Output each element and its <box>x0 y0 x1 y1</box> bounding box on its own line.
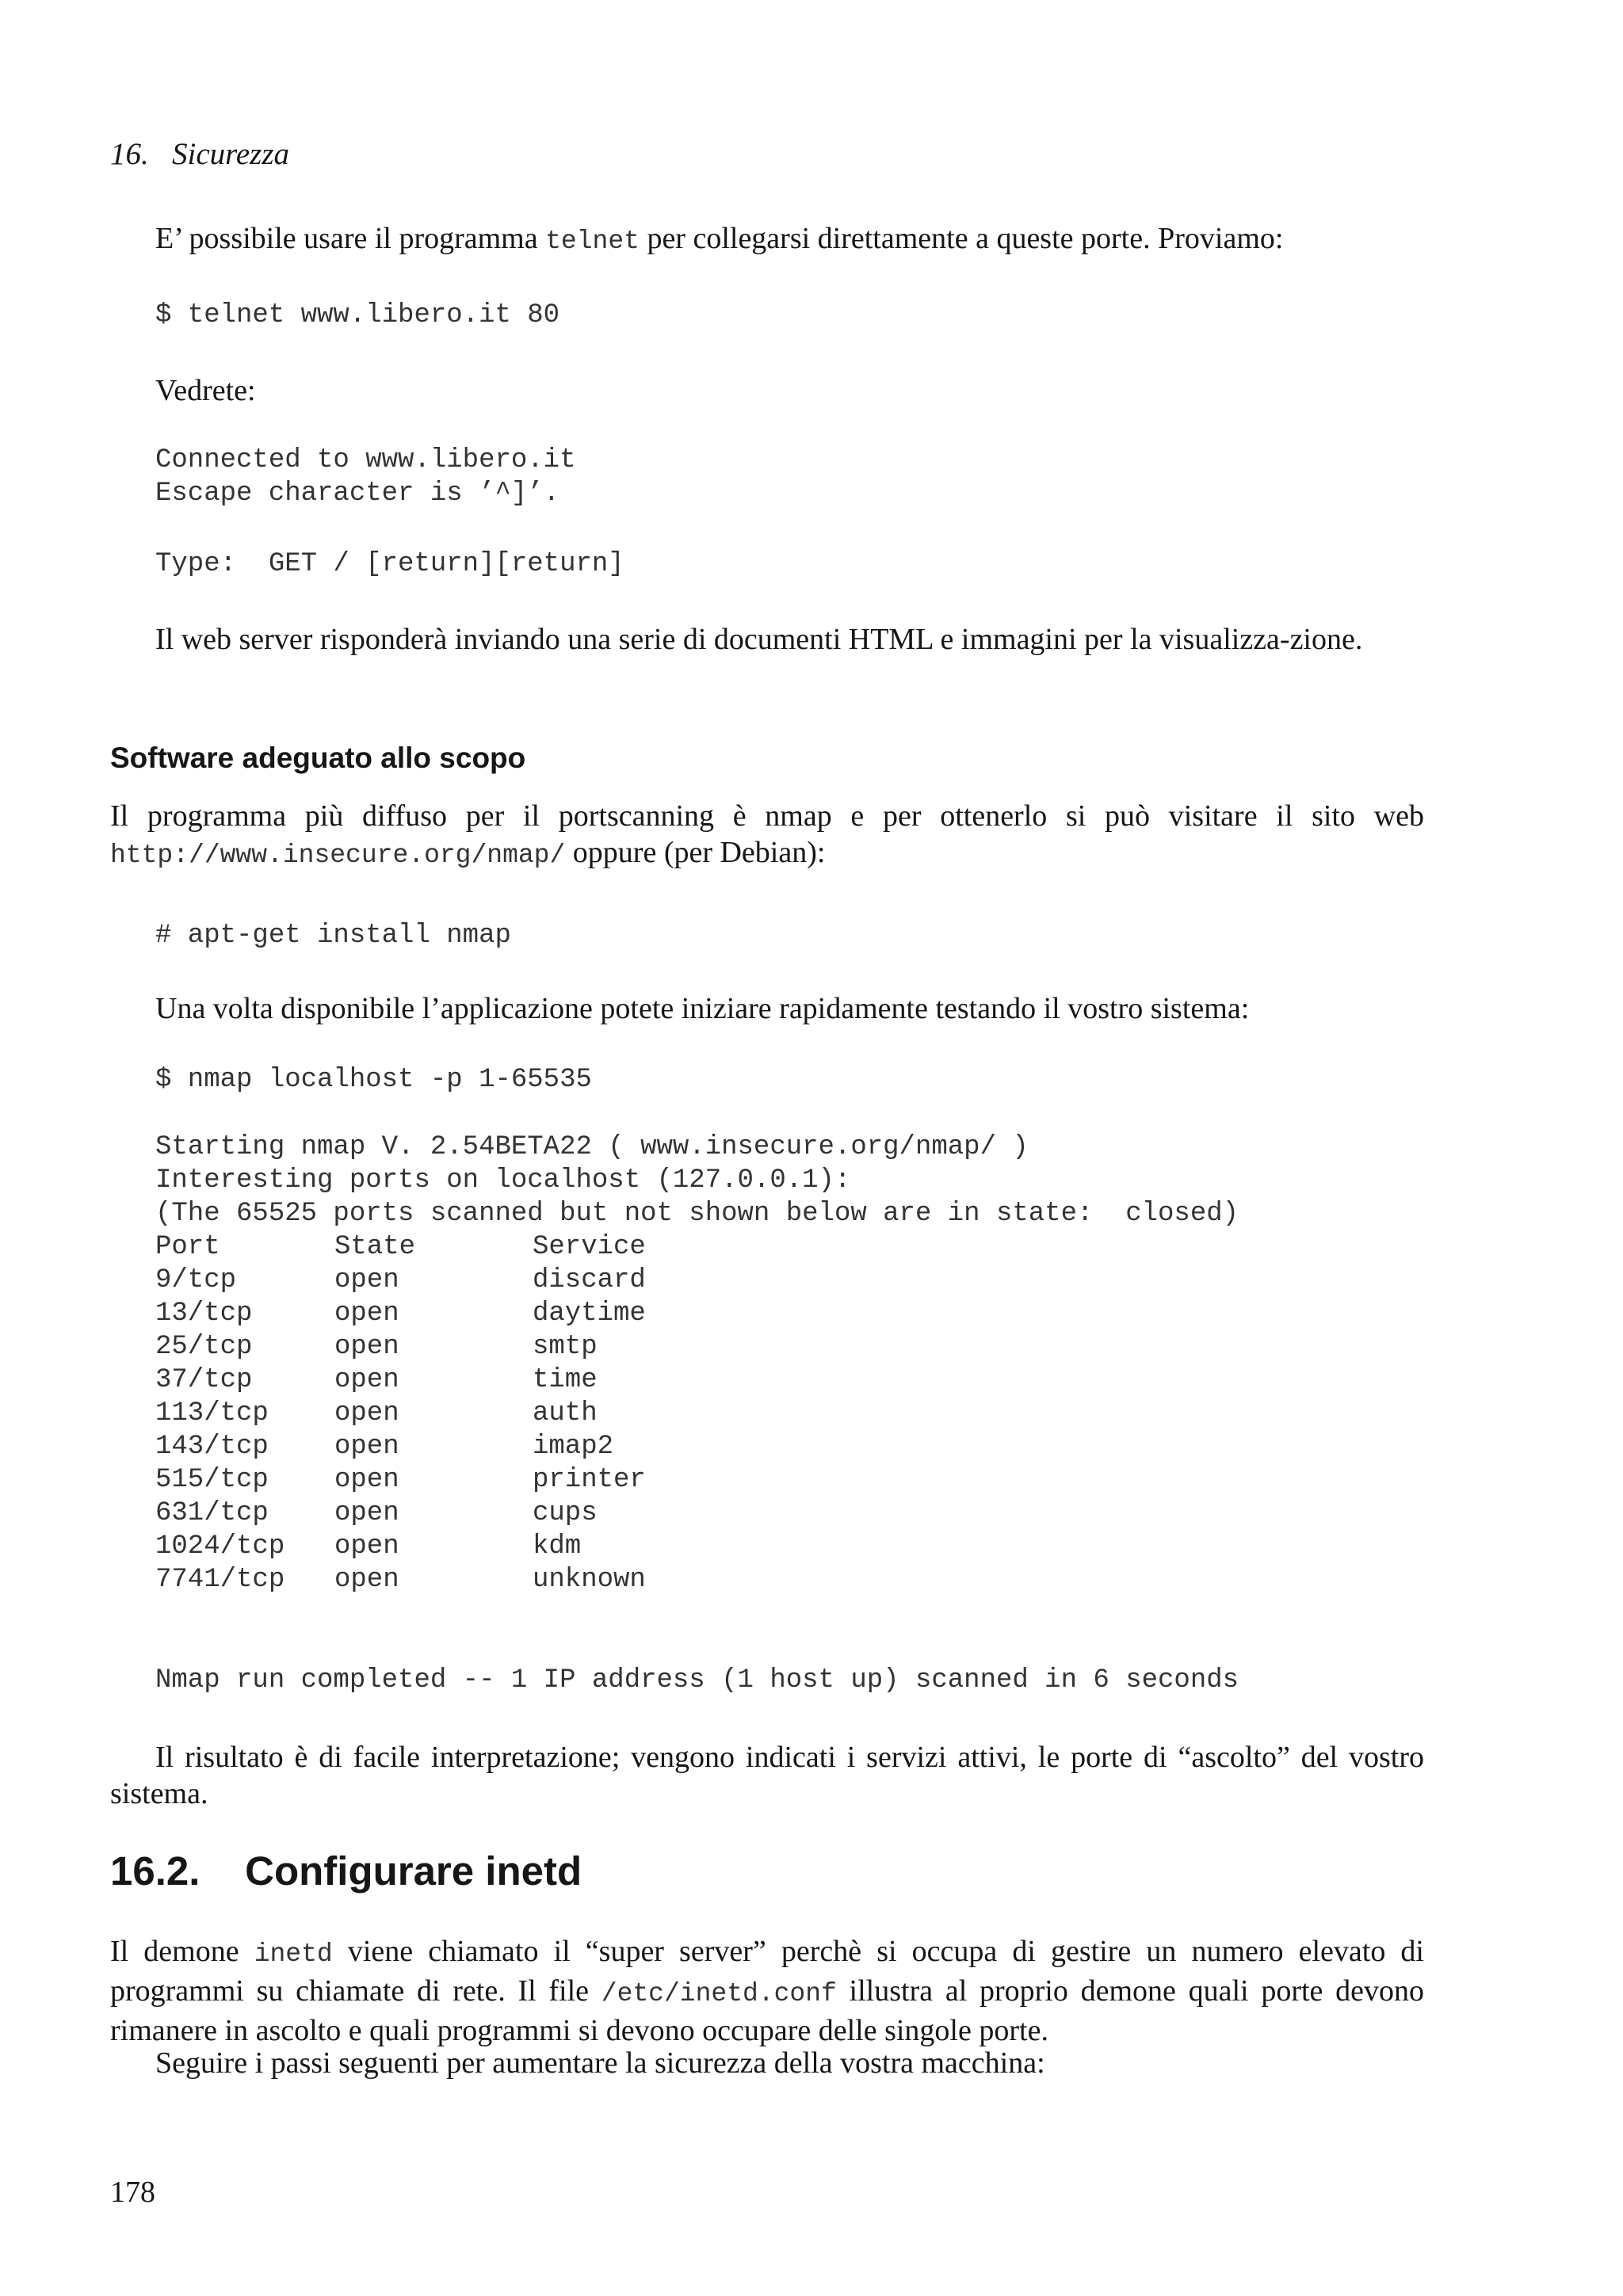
una-volta-paragraph: Una volta disponibile l’applicazione potete iniziare rapidamente testando il vostro sistema: <box>155 992 1250 1025</box>
state-cell: open <box>334 1498 399 1528</box>
nmap-paragraph-text: Il programma più diffuso per il portscanning è nmap e per ottenerlo si può visitare il sito web <box>110 799 1424 833</box>
section-heading <box>110 1848 582 1894</box>
port-table-row <box>155 1363 646 1397</box>
intro-text-before: E’ possibile usare il programma <box>155 222 546 255</box>
service-cell: daytime <box>533 1299 646 1329</box>
running-header-number: 16. <box>110 137 149 171</box>
port-cell: 37/tcp <box>155 1365 253 1395</box>
section-number: 16.2. <box>110 1848 200 1894</box>
col-port-header: Port <box>155 1232 220 1262</box>
nmap-paragraph-after: oppure (per Debian): <box>565 836 826 869</box>
port-table-body <box>155 1264 646 1596</box>
port-table-row <box>155 1563 646 1596</box>
port-table-row <box>155 1297 646 1330</box>
nmap-output-header: Starting nmap V. 2.54BETA22 ( www.insecure.org/nmap/ ) Interesting ports on localhost (127.0.0.1): (The 65525 ports scanned but not shown below are in state: closed) <box>155 1132 1239 1229</box>
inetd-text-1: Il demone <box>110 1935 254 1968</box>
service-cell: auth <box>533 1398 598 1428</box>
port-cell: 7741/tcp <box>155 1565 285 1595</box>
type-line: Type: GET / [return][return] <box>155 549 624 579</box>
port-cell: 13/tcp <box>155 1299 253 1329</box>
intro-code-telnet: telnet <box>545 227 640 256</box>
service-cell: time <box>533 1365 598 1395</box>
port-table-row <box>155 1330 646 1363</box>
state-cell: open <box>334 1398 399 1428</box>
nmap-port-table <box>155 1230 646 1596</box>
port-cell: 113/tcp <box>155 1398 269 1428</box>
port-table-row <box>155 1463 646 1497</box>
col-state-header: State <box>334 1232 416 1262</box>
col-service-header: Service <box>533 1232 646 1262</box>
state-cell: open <box>334 1365 399 1395</box>
telnet-command: $ telnet www.libero.it 80 <box>155 300 560 330</box>
state-cell: open <box>334 1299 399 1329</box>
inetd-conf-path: /etc/inetd.conf <box>601 1979 837 2008</box>
intro-text-after: per collegarsi direttamente a queste porte. Proviamo: <box>639 222 1284 255</box>
service-cell: kdm <box>533 1531 582 1562</box>
result-paragraph: Il risultato è di facile interpretazione; vengono indicati i servizi attivi, le porte di “ascolto” del vostro sistema. <box>110 1741 1424 1810</box>
service-cell: discard <box>533 1265 646 1295</box>
port-cell: 515/tcp <box>155 1465 269 1495</box>
telnet-output: Connected to www.libero.it Escape character is ’^]’. <box>155 445 576 509</box>
port-table-row <box>155 1530 646 1563</box>
port-table-header <box>155 1230 646 1264</box>
nmap-paragraph <box>110 798 1424 874</box>
state-cell: open <box>334 1265 399 1295</box>
seguire-paragraph: Seguire i passi seguenti per aumentare la sicurezza della vostra macchina: <box>155 2046 1045 2080</box>
apt-command: # apt-get install nmap <box>155 921 511 951</box>
vedrete-label: Vedrete: <box>155 374 256 407</box>
service-cell: cups <box>533 1498 598 1528</box>
page-number: 178 <box>110 2176 155 2209</box>
section-title: Configurare inetd <box>245 1848 582 1894</box>
inetd-text-2: viene chiamato il “super server” perchè si occupa di gestire un numero elevato di programmi su chiamate di rete. Il file <box>110 1935 1424 2008</box>
state-cell: open <box>334 1332 399 1362</box>
port-cell: 143/tcp <box>155 1432 269 1462</box>
state-cell: open <box>334 1531 399 1562</box>
port-cell: 9/tcp <box>155 1265 237 1295</box>
inetd-paragraph <box>110 1933 1424 2049</box>
service-cell: smtp <box>533 1332 598 1362</box>
port-cell: 631/tcp <box>155 1498 269 1528</box>
service-cell: imap2 <box>533 1432 614 1462</box>
port-table-row <box>155 1497 646 1530</box>
inetd-text-3: illustra al proprio demone quali porte devono rimanere in ascolto e quali programmi si devono occupare delle singole porte. <box>110 1974 1425 2047</box>
nmap-command: $ nmap localhost -p 1-65535 <box>155 1065 592 1095</box>
nmap-url: http://www.insecure.org/nmap/ <box>110 841 566 870</box>
port-table-row <box>155 1430 646 1463</box>
port-table-row <box>155 1264 646 1297</box>
web-server-paragraph: Il web server risponderà inviando una serie di documenti HTML e immagini per la visualizza-zione. <box>155 623 1363 656</box>
port-cell: 25/tcp <box>155 1332 253 1362</box>
state-cell: open <box>334 1432 399 1462</box>
running-header <box>110 136 289 173</box>
state-cell: open <box>334 1465 399 1495</box>
running-header-title: Sicurezza <box>172 137 290 171</box>
port-cell: 1024/tcp <box>155 1531 285 1562</box>
nmap-output-footer: Nmap run completed -- 1 IP address (1 host up) scanned in 6 seconds <box>155 1665 1239 1695</box>
port-table-row <box>155 1397 646 1430</box>
subheading-software: Software adeguato allo scopo <box>110 742 526 774</box>
intro-paragraph <box>155 220 1423 260</box>
inetd-code: inetd <box>254 1939 333 1969</box>
state-cell: open <box>334 1565 399 1595</box>
service-cell: printer <box>533 1465 646 1495</box>
service-cell: unknown <box>533 1565 646 1595</box>
